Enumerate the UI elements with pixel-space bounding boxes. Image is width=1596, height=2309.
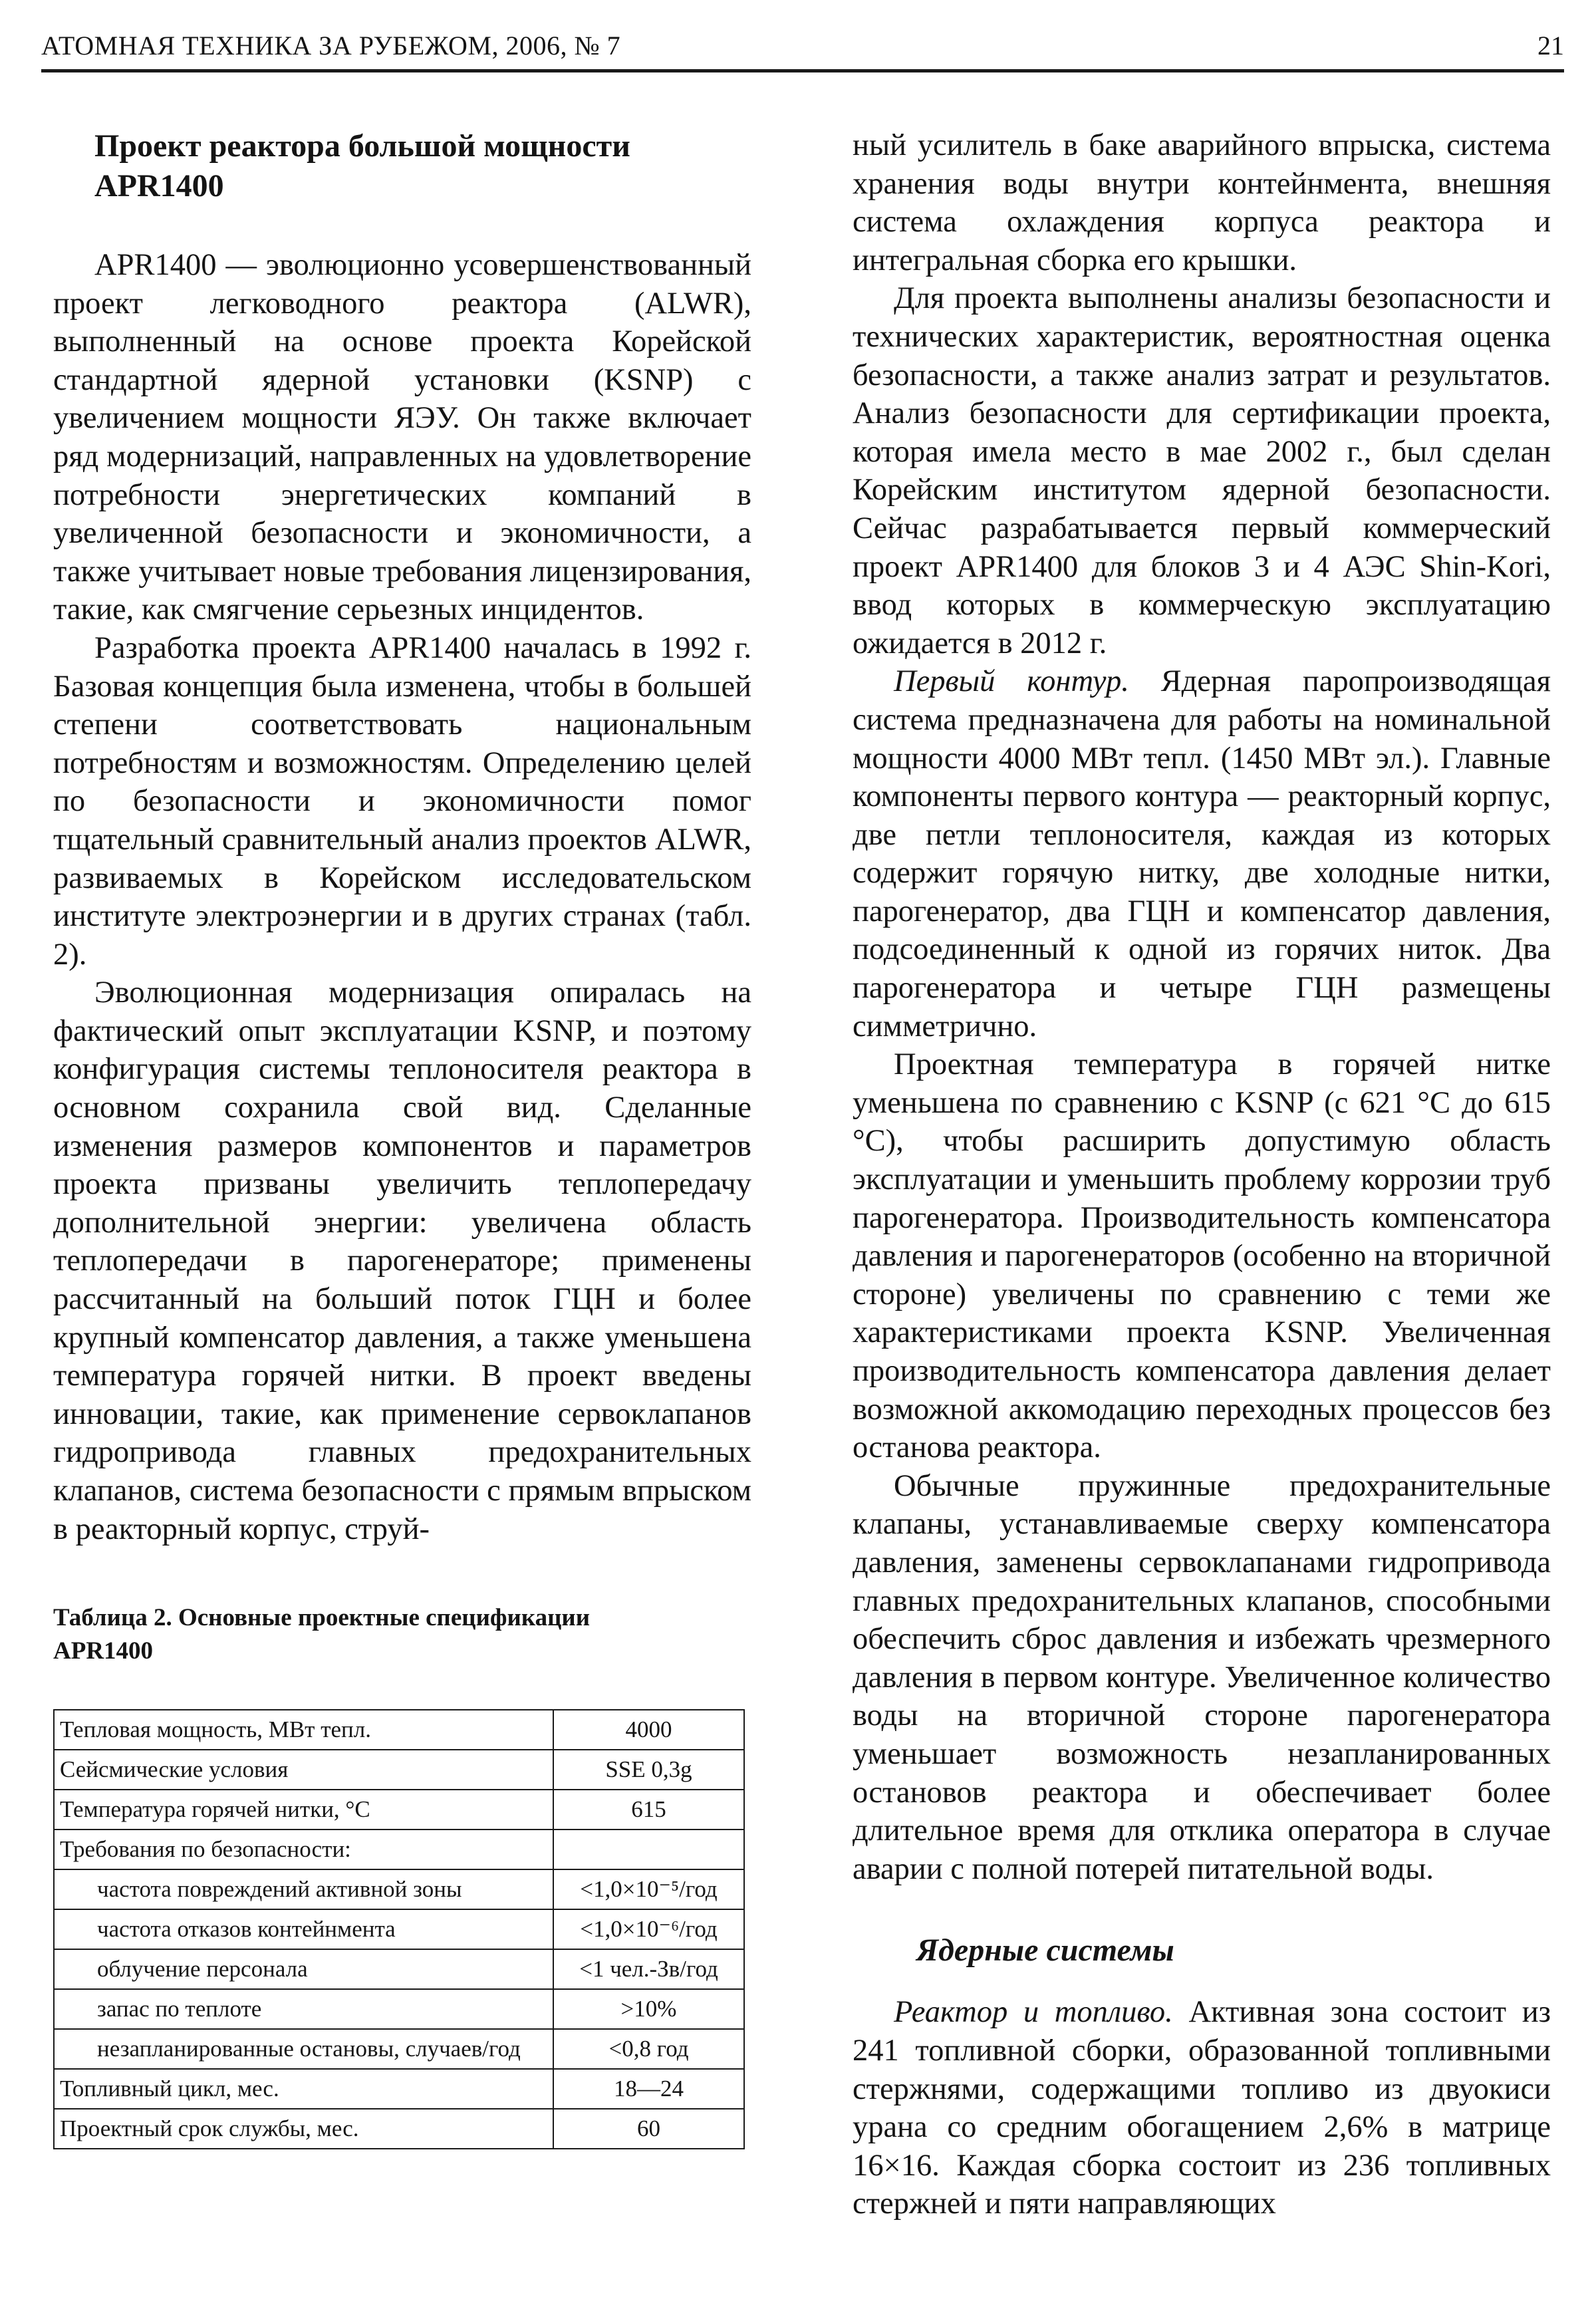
row-label: облучение персонала [54,1949,553,1989]
paragraph-safety-analysis: Для проекта выполнены анализы безопасности и технических характеристик, вероятностная оценка безопасности, а также анализ затрат и результатов. Анализ безопасности для сертификации проекта, которая имела место в мае 2002 г., был сделан Корейским институтом ядерной безопасности. Сейчас разрабатывается первый коммерческий проект APR1400 для блоков 3 и 4 АЭС Shin-Kori, ввод которых в коммерческую эксплуатацию ожидается в 2012 г. [853,281,1551,660]
row-label: Температура горячей нитки, °С [54,1790,553,1830]
row-label: запас по теплоте [54,1989,553,2029]
article-title: Проект реактора большой мощности APR1400 [94,128,630,204]
table-row [54,1750,744,1790]
table-row [54,2069,744,2109]
paragraph-intro: APR1400 — эволюционно усовершенствованный проект легководного реактора (ALWR), выполненный на основе проекта Корейской стандартной ядерной установки (KSNP) с увеличением мощности ЯЭУ. Он также включает ряд модернизаций, направленных на удовлетворение потребности энергетических компаний в увеличенной безопасности и экономичности, а также учитывает новые требования лицензирования, такие, как смягчение серьезных инцидентов. [53,248,751,627]
row-value: 60 [553,2109,744,2149]
row-label: Тепловая мощность, МВт тепл. [54,1710,553,1750]
section-heading-nuclear-systems: Ядерные системы [916,1933,1174,1969]
page-number: 21 [1537,31,1564,61]
row-label: незапланированные остановы, случаев/год [54,2029,553,2069]
paragraph-development: Разработка проекта APR1400 началась в 1992 г. Базовая концепция была изменена, чтобы в большей степени соответствовать национальным потребностям и возможностям. Определению целей по безопасности и экономичности помог тщательный сравнительный анализ проектов ALWR, развиваемых в Корейском исследовательском институте электроэнергии и в других странах (табл. 2). [53,630,751,972]
right-column [853,126,1551,2223]
table-row [54,1869,744,1909]
specifications-table [53,1709,745,2149]
row-value: <0,8 год [553,2029,744,2069]
paragraph-evolution: Эволюционная модернизация опиралась на фактический опыт эксплуатации KSNP, и поэтому конфигурация системы теплоносителя реактора в основном сохранила свой вид. Сделанные изменения размеров компонентов и параметров проекта призваны увеличить теплопередачу дополнительной энергии: увеличена область теплопередачи в парогенераторе; применены рассчитанный на больший поток ГЦН и более крупный компенсатор давления, а также уменьшена температура горячей нитки. В проект введены инновации, такие, как применение сервоклапанов гидропривода главных предохранительных клапанов, система безопасности с прямым впрыском в реакторный корпус, струй- [53,976,751,1546]
primary-circuit-text: Ядерная паропроизводящая система предназначена для работы на номинальной мощности 4000 МВт тепл. (1450 МВт эл.). Главные компоненты первого контура — реакторный корпус, две петли теплоносителя, каждая из которых содержит горячую нитку, две холодные нитки, парогенератор, два ГЦН и компенсатор давления, подсоединенный к одной из горячих ниток. Два парогенератора и четыре ГЦН размещены симметрично. [853,664,1551,1043]
row-value: 4000 [553,1710,744,1750]
row-label: Сейсмические условия [54,1750,553,1790]
row-value: <1,0×10⁻⁶/год [553,1909,744,1949]
reactor-fuel-lead: Реактор и топливо. [894,1995,1173,2030]
row-value: <1,0×10⁻⁵/год [553,1869,744,1909]
table-row [54,2029,744,2069]
row-value [553,1830,744,1869]
journal-title: АТОМНАЯ ТЕХНИКА ЗА РУБЕЖОМ, 2006, № 7 [41,31,621,61]
row-label: частота повреждений активной зоны [54,1869,553,1909]
paragraph-hot-leg-temperature: Проектная температура в горячей нитке уменьшена по сравнению с KSNP (с 621 °С до 615 °С), чтобы расширить допустимую область эксплуатации и уменьшить проблему коррозии труб парогенератора. Производительность компенсатора давления и парогенераторов (особенно на вторичной стороне) увеличены по сравнению с теми же характеристиками проекта KSNP. Увеличенная производительность компенсатора давления делает возможной аккомодацию переходных процессов без останова реактора. [853,1047,1551,1465]
table-row [54,1710,744,1750]
paragraph-continuation: ный усилитель в баке аварийного впрыска, система хранения воды внутри контейнмента, внешняя система охлаждения корпуса реактора и интегральная сборка его крышки. [853,128,1551,277]
row-label: Проектный срок службы, мес. [54,2109,553,2149]
row-value: >10% [553,1989,744,2029]
paragraph-relief-valves: Обычные пружинные предохранительные клапаны, устанавливаемые сверху компенсатора давления, заменены сервоклапанами гидропривода главных предохранительных клапанов, способными обеспечить сброс давления и избежать чрезмерного давления в первом контуре. Увеличенное количество воды на вторичной стороне парогенератора уменьшает возможность незапланированных остановов реактора и обеспечивает более длительное время для отклика оператора в случае аварии с полной потерей питательной воды. [853,1468,1551,1886]
table-row [54,1790,744,1830]
row-value: SSE 0,3g [553,1750,744,1790]
row-label: Требования по безопасности: [54,1830,553,1869]
table-caption: Таблица 2. Основные проектные спецификации APR1400 [53,1604,591,1665]
row-value: 615 [553,1790,744,1830]
table-row [54,1830,744,1869]
row-value: <1 чел.-Зв/год [553,1949,744,1989]
table-row [54,1909,744,1949]
row-value: 18—24 [553,2069,744,2109]
header-rule [41,69,1564,72]
running-header [41,23,1564,69]
paragraph-primary-circuit [853,662,1551,1045]
table-row [54,1949,744,1989]
paragraph-reactor-fuel [853,1993,1551,2223]
row-label: частота отказов контейнмента [54,1909,553,1949]
primary-circuit-lead: Первый контур. [894,664,1129,699]
reactor-fuel-text: Активная зона состоит из 241 топливной сборки, образованной топливными стержнями, содержащими топливо из двуокиси урана со средним обогащением 2,6% в матрице 16×16. Каждая сборка состоит из 236 топливных стержней и пяти направляющих [853,1995,1551,2221]
table-row [54,1989,744,2029]
table-row [54,2109,744,2149]
row-label: Топливный цикл, мес. [54,2069,553,2109]
left-column [53,126,751,2149]
